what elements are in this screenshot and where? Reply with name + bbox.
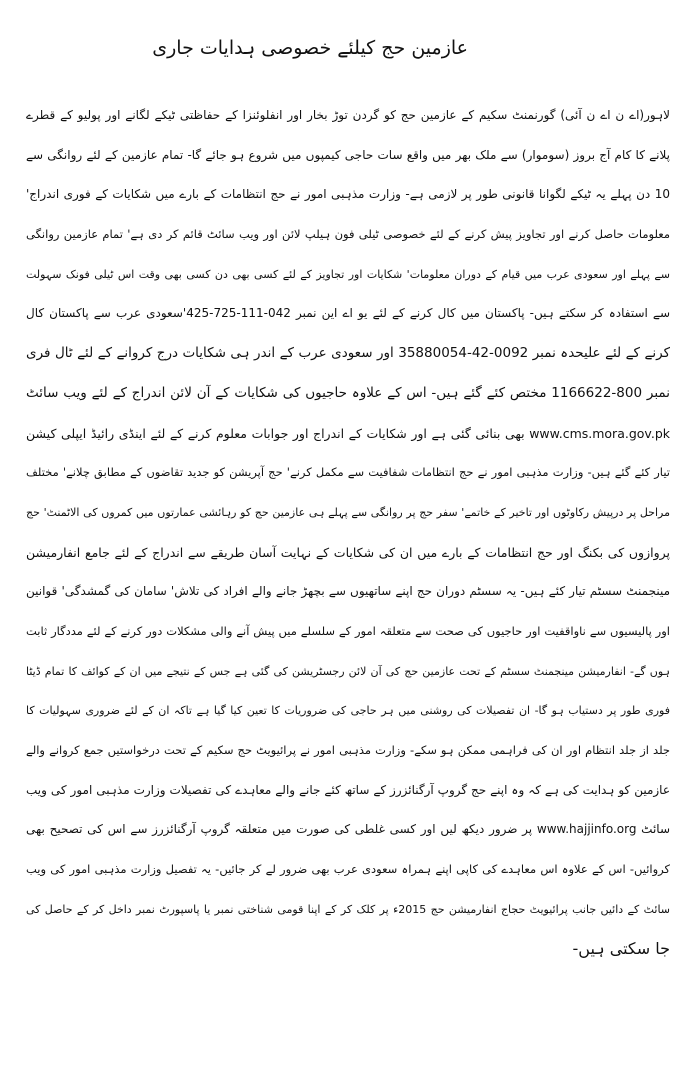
article-body <box>26 96 670 969</box>
article-title: عازمین حج کیلئے خصوصی ہدایات جاری <box>152 37 468 59</box>
article-line: عازمین کو ہدایت کی ہے کہ وہ اپنے حج گروپ آرگنائزرز کے ساتھ کئے جانے والے معاہدے کی تفصیلات وزارت مذہبی امور کی ویب <box>26 782 670 797</box>
article-line: 10 دن پہلے یہ ٹیکے لگوانا قانونی طور پر لازمی ہے- وزارت مذہبی امور نے حج انتظامات کے بارے میں شکایات کے فوری اندراج' <box>26 187 670 202</box>
article-line: جا سکتی ہیں- <box>572 939 670 959</box>
article-line: www.cms.mora.gov.pk بھی بنائی گئی ہے اور شکایات کے اندراج اور جوابات معلوم کرنے کے لئے اینڈی رائیڈ ایپلی کیشن <box>26 425 670 441</box>
article-line: سے پہلے اور سعودی عرب میں قیام کے دوران معلومات' شکایات اور تجاویز کے لئے کسی بھی دن کسی بھی وقت اس ٹیلی فونک سہولت <box>26 267 670 281</box>
article-line: پلانے کا کام آج بروز (سوموار) سے ملک بھر میں واقع سات حاجی کیمپوں میں شروع ہو جائے گا- تمام عازمین کے لئے روانگی سے <box>26 147 670 162</box>
article-line: کروائیں- اس کے علاوہ اس معاہدے کی کاپی اپنے ہمراہ سعودی عرب بھی ضرور لے کر جائیں- یہ تفصیل وزارت مذہبی امور کی ویب <box>26 862 670 877</box>
article-line: پروازوں کی بکنگ اور حج انتظامات کے بارے میں ان کی شکایات کے نہایت آسان طریقے سے اندراج کے لئے جامع انفارمیشن <box>26 544 670 560</box>
article-line: سے استفادہ کر سکتے ہیں- پاکستان میں کال کرنے کے لئے یو اے این نمبر 042-111-725-425'سعودی عرب سے پاکستان کال <box>26 306 670 321</box>
article-line: نمبر 800-1166622 مختص کئے گئے ہیں- اس کے علاوہ حاجیوں کی شکایات کے آن لائن اندراج کے لئے ویب سائٹ <box>26 384 670 401</box>
article-line: اور پالیسیوں سے ناواقفیت اور حاجیوں کی صحت سے متعلقہ امور کے سلسلے میں پیش آنے والی مشکلات دور کرنے کے لئے مددگار ثابت <box>26 623 670 638</box>
article-line: جلد از جلد انتظام اور ان کی فراہمی ممکن ہو سکے- وزارت مذہبی امور نے پرائیویٹ حج سکیم کے تحت درخواستیں جمع کروانے والے <box>26 743 670 757</box>
article-line: معلومات حاصل کرنے اور تجاویز پیش کرنے کے لئے خصوصی ٹیلی فون ہیلپ لائن اور ویب سائٹ قائم کر دی ہے' تمام عازمین روانگی <box>26 227 670 242</box>
article-line: لاہور(اے ن اے ن آئی) گورنمنٹ سکیم کے عازمین حج کو گردن توڑ بخار اور انفلوئنزا کے حفاظتی ٹیکے لگانے اور پولیو کے قطرے <box>26 108 670 122</box>
article-line: سائٹ www.hajjinfo.org پر ضرور دیکھ لیں اور کسی غلطی کی صورت میں متعلقہ گروپ آرگنائزرز سے اس کی تصحیح بھی <box>26 822 670 837</box>
article-line: ہوں گے- انفارمیشن مینجمنٹ سسٹم کے تحت عازمین حج کی آن لائن رجسٹریشن کی گئی ہے جس کے نتیجے میں ان کے کوائف کا تمام ڈیٹا <box>26 664 670 678</box>
article-line: مینجمنٹ سسٹم تیار کئے ہیں- یہ سسٹم دوران حج اپنے ساتھیوں سے بچھڑ جانے والے افراد کی تلاش' سامان کی گمشدگی' قوانین <box>26 584 670 599</box>
article-line: فوری طور پر دستیاب ہو گا- ان تفصیلات کی روشنی میں ہر حاجی کی ضروریات کا تعین کیا گیا ہے تاکہ ان کے لئے ضروری سہولیات کا <box>26 704 670 718</box>
article-line: مراحل پر درپیش رکاوٹوں اور تاخیر کے خاتمے' سفر حج پر روانگی سے پہلے ہی عازمین حج کو رہائشی عمارتوں میں کمروں کی الاٹمنٹ' حج <box>26 505 670 519</box>
article-line: کرنے کے لئے علیحدہ نمبر 0092-42-35880054 اور سعودی عرب کے اندر ہی شکایات درج کروانے کے لئے ٹال فری <box>26 345 670 362</box>
article-line: تیار کئے گئے ہیں- وزارت مذہبی امور نے حج انتظامات شفافیت سے مکمل کرنے' حج آپریشن کو جدید تقاضوں کے مطابق چلانے' مختلف <box>26 465 670 480</box>
article-line: سائٹ کے دائیں جانب پرائیویٹ حجاج انفارمیشن حج 2015ء پر کلک کر کے اپنا قومی شناختی نمبر یا پاسپورٹ نمبر داخل کر کے حاصل کی <box>26 902 670 916</box>
